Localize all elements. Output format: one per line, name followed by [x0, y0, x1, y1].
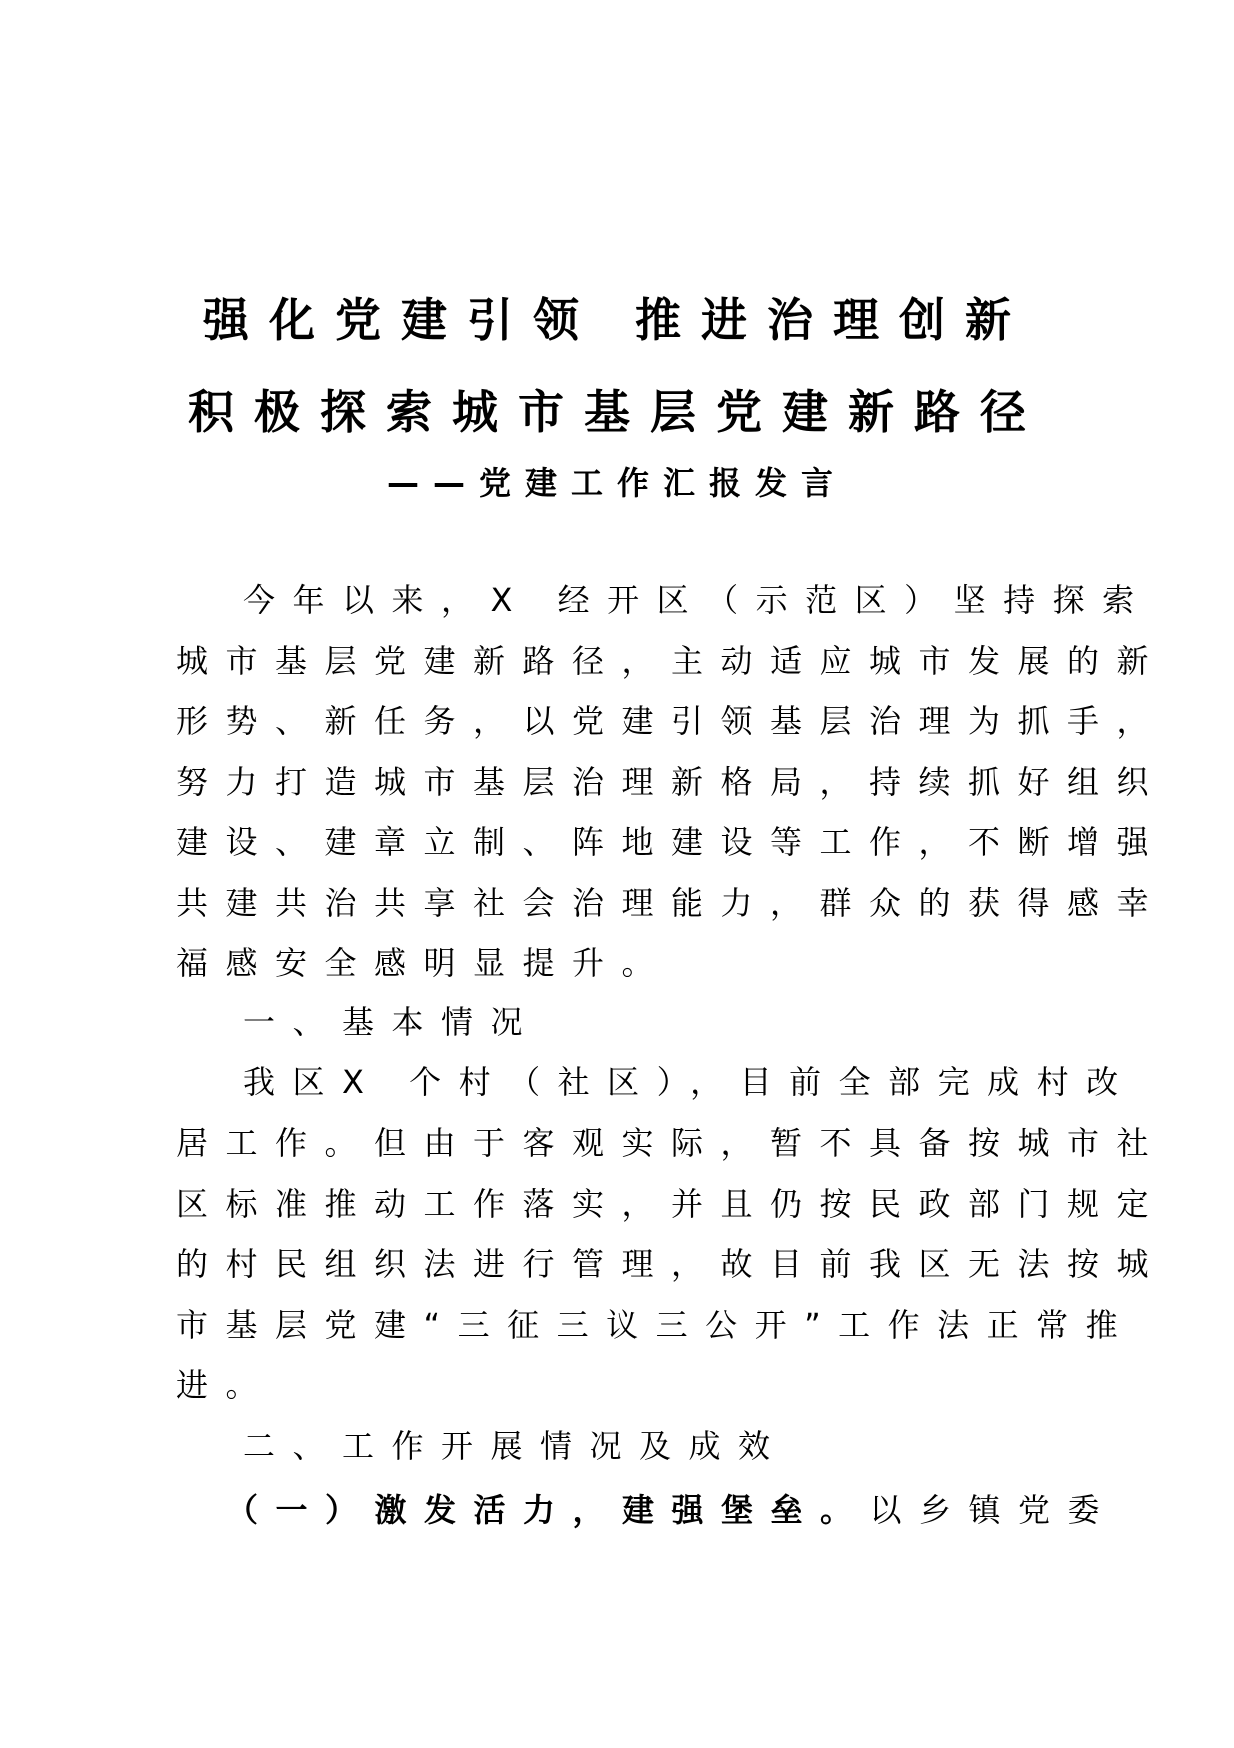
intro-line: 努力打造城市基层治理新格局，持续抓好组织: [176, 763, 1167, 801]
section1-line: 进。: [176, 1366, 276, 1404]
subsection-text: 以乡镇党委: [869, 1491, 1118, 1529]
section-heading-basic-situation: 一、基本情况: [243, 1003, 541, 1041]
intro-line: 城市基层党建新路径，主动适应城市发展的新: [176, 642, 1167, 680]
intro-line: 福感安全感明显提升。: [176, 944, 672, 982]
intro-line: 今年以来，X 经开区（示范区）坚持探索: [243, 581, 1152, 619]
intro-line: 建设、建章立制、阵地建设等工作，不断增强: [176, 823, 1167, 861]
section1-line: 的村民组织法进行管理，故目前我区无法按城: [176, 1245, 1167, 1283]
section1-line: 区标准推动工作落实，并且仍按民政部门规定: [176, 1185, 1167, 1223]
intro-line: 形势、新任务，以党建引领基层治理为抓手，: [176, 702, 1167, 740]
intro-line: 共建共治共享社会治理能力，群众的获得感幸: [176, 884, 1167, 922]
document-subtitle: ——党建工作汇报发言: [386, 464, 847, 502]
document-title-line-2: 积极探索城市基层党建新路径: [188, 385, 1046, 439]
subsection-heading: （一）激发活力，建强堡垒。: [226, 1491, 870, 1529]
section1-line: 市基层党建“三征三议三公开”工作法正常推: [176, 1306, 1136, 1344]
document-title-line-1: 强化党建引领 推进治理创新: [202, 293, 1031, 347]
section-heading-work-progress: 二、工作开展情况及成效: [243, 1427, 788, 1465]
section1-line: 居工作。但由于客观实际，暂不具备按城市社: [176, 1124, 1167, 1162]
subsection-line: [226, 1490, 1117, 1530]
section1-line: 我区X 个村（社区），目前全部完成村改: [243, 1063, 1136, 1101]
